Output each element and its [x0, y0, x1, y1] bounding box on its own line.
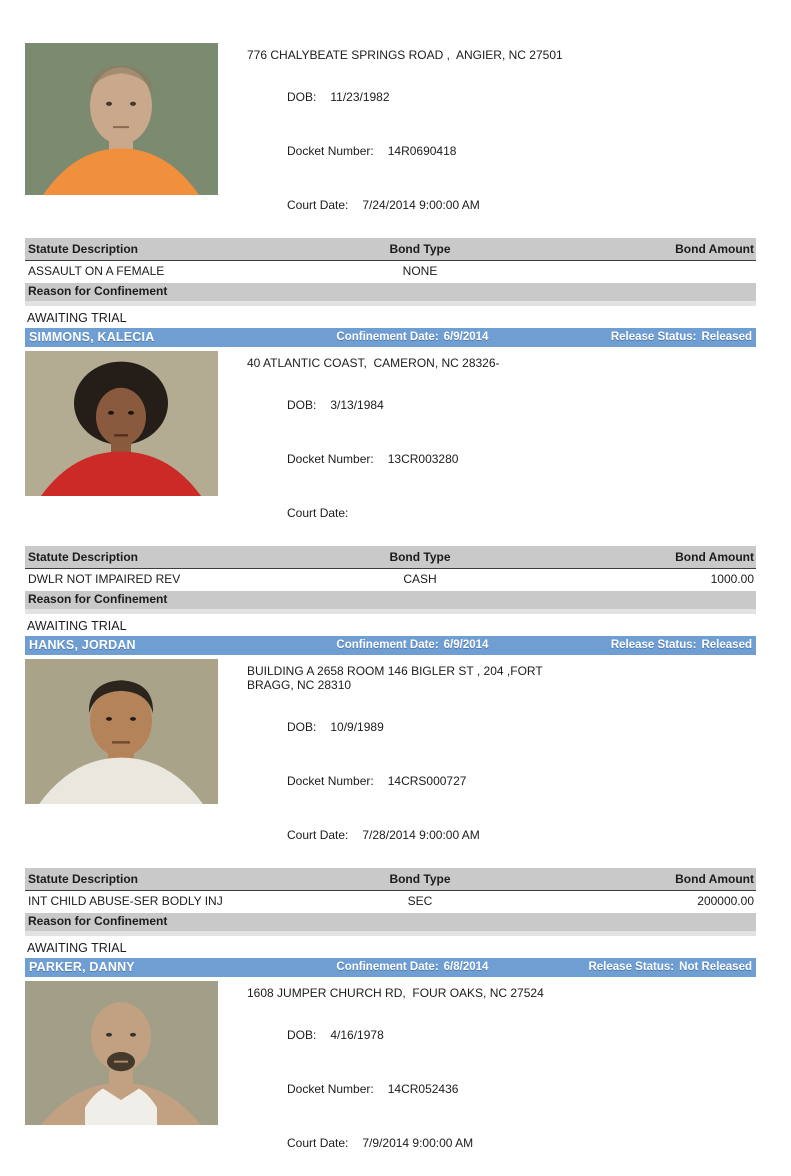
charge-table-header [25, 238, 756, 261]
charge-row [25, 261, 756, 283]
confinement-date [336, 328, 488, 347]
dob-line [247, 76, 567, 118]
mugshot-image [25, 981, 218, 1125]
docket-value: 13CR003280 [387, 452, 459, 466]
dob-label: DOB: [287, 90, 317, 104]
reason-value: AWAITING TRIAL [27, 619, 127, 633]
dob-line [247, 706, 567, 748]
inmate-name: SIMMONS, KALECIA [29, 330, 155, 344]
dob-label: DOB: [287, 1028, 317, 1042]
bond-amount-header: Bond Amount [675, 550, 754, 564]
docket-line [247, 760, 567, 802]
inmate-name: PARKER, DANNY [29, 960, 135, 974]
docket-label: Docket Number: [287, 774, 374, 788]
inmate-address: 40 ATLANTIC COAST, CAMERON, NC 28326- [247, 356, 500, 370]
bond-type-value: NONE [402, 264, 438, 278]
inmate-record [25, 328, 756, 636]
reason-for-confinement-header: Reason for Confinement [25, 283, 756, 301]
dob-value: 3/13/1984 [330, 398, 384, 412]
charge-row [25, 569, 756, 591]
bond-amount-value: 200000.00 [697, 894, 754, 908]
court-date-line [247, 184, 567, 226]
report-content [25, 43, 756, 1176]
record-body [25, 351, 756, 546]
inmate-address: 1608 JUMPER CHURCH RD, FOUR OAKS, NC 27524 [247, 986, 544, 1000]
court-date-label: Court Date: [287, 198, 349, 212]
release-status-label: Release Status: [588, 961, 675, 973]
bond-type-header: Bond Type [389, 242, 451, 256]
docket-line [247, 1068, 567, 1110]
confinement-date-value: 6/9/2014 [443, 639, 489, 651]
court-date-label: Court Date: [287, 506, 349, 520]
bond-type-header: Bond Type [389, 550, 451, 564]
statute-header: Statute Description [28, 872, 139, 886]
dob-line [247, 384, 567, 426]
court-date-label: Court Date: [287, 1136, 349, 1150]
inmate-details [247, 43, 567, 238]
dob-value: 10/9/1989 [330, 720, 384, 734]
charge-row [25, 891, 756, 913]
court-date-line [247, 814, 567, 856]
statute-header: Statute Description [28, 550, 139, 564]
docket-label: Docket Number: [287, 452, 374, 466]
confinement-date-label: Confinement Date: [336, 639, 439, 651]
inmate-record [25, 958, 756, 1176]
bond-type-header: Bond Type [389, 872, 451, 886]
statute-value: DWLR NOT IMPAIRED REV [28, 572, 181, 586]
release-status-value: Released [701, 639, 752, 651]
mugshot-image [25, 43, 218, 195]
reason-for-confinement-header: Reason for Confinement [25, 913, 756, 931]
dob-line [247, 1014, 567, 1056]
inmate-details [247, 981, 567, 1176]
bond-amount-header: Bond Amount [675, 242, 754, 256]
inmate-record [25, 636, 756, 958]
docket-label: Docket Number: [287, 1082, 374, 1096]
mugshot-image [25, 659, 218, 804]
confinement-date [336, 636, 488, 655]
docket-label: Docket Number: [287, 144, 374, 158]
record-body [25, 659, 756, 868]
release-status [611, 328, 752, 347]
reason-value: AWAITING TRIAL [27, 311, 127, 325]
release-status [588, 958, 752, 977]
bond-type-value: CASH [403, 572, 437, 586]
dob-label: DOB: [287, 720, 317, 734]
inmate-name-bar [25, 636, 756, 655]
statute-value: ASSAULT ON A FEMALE [28, 264, 165, 278]
bond-amount-value [520, 261, 756, 283]
record-body [25, 43, 756, 238]
record-body [25, 981, 756, 1176]
confinement-date-value: 6/9/2014 [443, 331, 489, 343]
inmate-record [25, 43, 756, 328]
docket-value: 14CRS000727 [387, 774, 467, 788]
reason-for-confinement-header: Reason for Confinement [25, 591, 756, 609]
confinement-date-label: Confinement Date: [336, 331, 439, 343]
release-status-value: Not Released [679, 961, 752, 973]
bond-amount-header: Bond Amount [675, 872, 754, 886]
mugshot-photo [25, 351, 218, 496]
court-date-value: 7/24/2014 9:00:00 AM [362, 198, 480, 212]
release-status-value: Released [701, 331, 752, 343]
mugshot-image [25, 351, 218, 496]
docket-value: 14CR052436 [387, 1082, 459, 1096]
release-status-label: Release Status: [610, 639, 697, 651]
bond-type-value: SEC [407, 894, 433, 908]
docket-line [247, 130, 567, 172]
confinement-date [336, 958, 488, 977]
dob-value: 4/16/1978 [330, 1028, 384, 1042]
charge-table-header [25, 546, 756, 569]
court-date-line [247, 492, 567, 534]
dob-value: 11/23/1982 [330, 90, 390, 104]
mugshot-photo [25, 981, 218, 1125]
docket-line [247, 438, 567, 480]
court-date-value: 7/9/2014 9:00:00 AM [362, 1136, 474, 1150]
bond-amount-value: 1000.00 [710, 572, 754, 586]
inmate-address: 776 CHALYBEATE SPRINGS ROAD , ANGIER, NC 27501 [247, 48, 563, 62]
inmate-address: BUILDING A 2658 ROOM 146 BIGLER ST , 204 ,FORT BRAGG, NC 28310 [247, 664, 546, 692]
docket-value: 14R0690418 [387, 144, 457, 158]
dob-label: DOB: [287, 398, 317, 412]
court-date-label: Court Date: [287, 828, 349, 842]
charge-table-header [25, 868, 756, 891]
reason-value: AWAITING TRIAL [27, 941, 127, 955]
mugshot-photo [25, 43, 218, 195]
statute-header: Statute Description [28, 242, 139, 256]
inmate-name-bar [25, 958, 756, 977]
court-date-value: 7/28/2014 9:00:00 AM [362, 828, 480, 842]
court-date-line [247, 1122, 567, 1164]
confinement-date-label: Confinement Date: [336, 961, 439, 973]
inmate-details [247, 659, 567, 868]
inmate-details [247, 351, 567, 546]
release-status [611, 636, 752, 655]
release-status-label: Release Status: [610, 331, 697, 343]
confinement-date-value: 6/8/2014 [443, 961, 489, 973]
inmate-name-bar [25, 328, 756, 347]
statute-value: INT CHILD ABUSE-SER BODLY INJ [28, 894, 223, 908]
inmate-name: HANKS, JORDAN [29, 638, 136, 652]
mugshot-photo [25, 659, 218, 804]
